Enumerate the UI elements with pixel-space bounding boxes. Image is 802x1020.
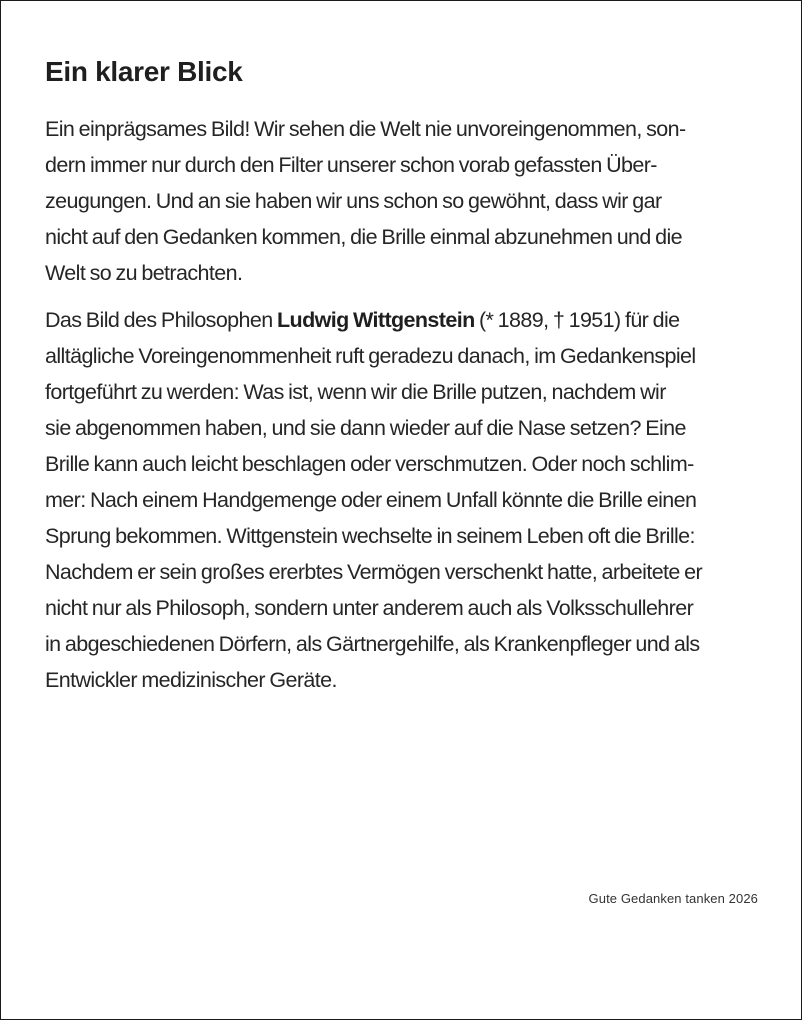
text-line: Brille kann auch leicht beschlagen oder verschmutzen. Oder noch schlim- bbox=[45, 452, 694, 476]
text-line: fortgeführt zu werden: Was ist, wenn wir die Brille putzen, nachdem wir bbox=[45, 380, 666, 404]
text-line bbox=[45, 302, 761, 338]
text-line: alltägliche Voreingenommenheit ruft geradezu danach, im Gedankenspiel bbox=[45, 344, 696, 368]
footer-caption: Gute Gedanken tanken 2026 bbox=[588, 891, 758, 906]
text-line: Welt so zu betrachten. bbox=[45, 261, 243, 285]
text-line: zeugungen. Und an sie haben wir uns schon so gewöhnt, dass wir gar bbox=[45, 189, 662, 213]
text-fragment: (* 1889, † 1951) für die bbox=[474, 308, 680, 332]
text-line: Entwickler medizinischer Geräte. bbox=[45, 668, 337, 692]
text-line: dern immer nur durch den Filter unserer schon vorab gefassten Über- bbox=[45, 153, 657, 177]
paragraph-wittgenstein bbox=[45, 302, 761, 698]
philosopher-name: Ludwig Wittgenstein bbox=[277, 308, 475, 332]
paragraph-intro bbox=[45, 111, 761, 291]
text-line: nicht auf den Gedanken kommen, die Brille einmal abzunehmen und die bbox=[45, 225, 683, 249]
text-line: mer: Nach einem Handgemenge oder einem Unfall könnte die Brille einen bbox=[45, 488, 697, 512]
text-line: Sprung bekommen. Wittgenstein wechselte in seinem Leben oft die Brille: bbox=[45, 524, 695, 548]
text-line: Ein einprägsames Bild! Wir sehen die Welt nie unvoreingenommen, son- bbox=[45, 117, 686, 141]
page-title: Ein klarer Blick bbox=[45, 56, 243, 87]
text-fragment: Das Bild des Philosophen bbox=[45, 308, 277, 332]
text-line: Nachdem er sein großes ererbtes Vermögen verschenkt hatte, arbeitete er bbox=[45, 560, 703, 584]
text-line: nicht nur als Philosoph, sondern unter anderem auch als Volksschullehrer bbox=[45, 596, 694, 620]
text-line: sie abgenommen haben, und sie dann wieder auf die Nase setzen? Eine bbox=[45, 416, 686, 440]
text-line: in abgeschiedenen Dörfern, als Gärtnergehilfe, als Krankenpfleger und als bbox=[45, 632, 700, 656]
